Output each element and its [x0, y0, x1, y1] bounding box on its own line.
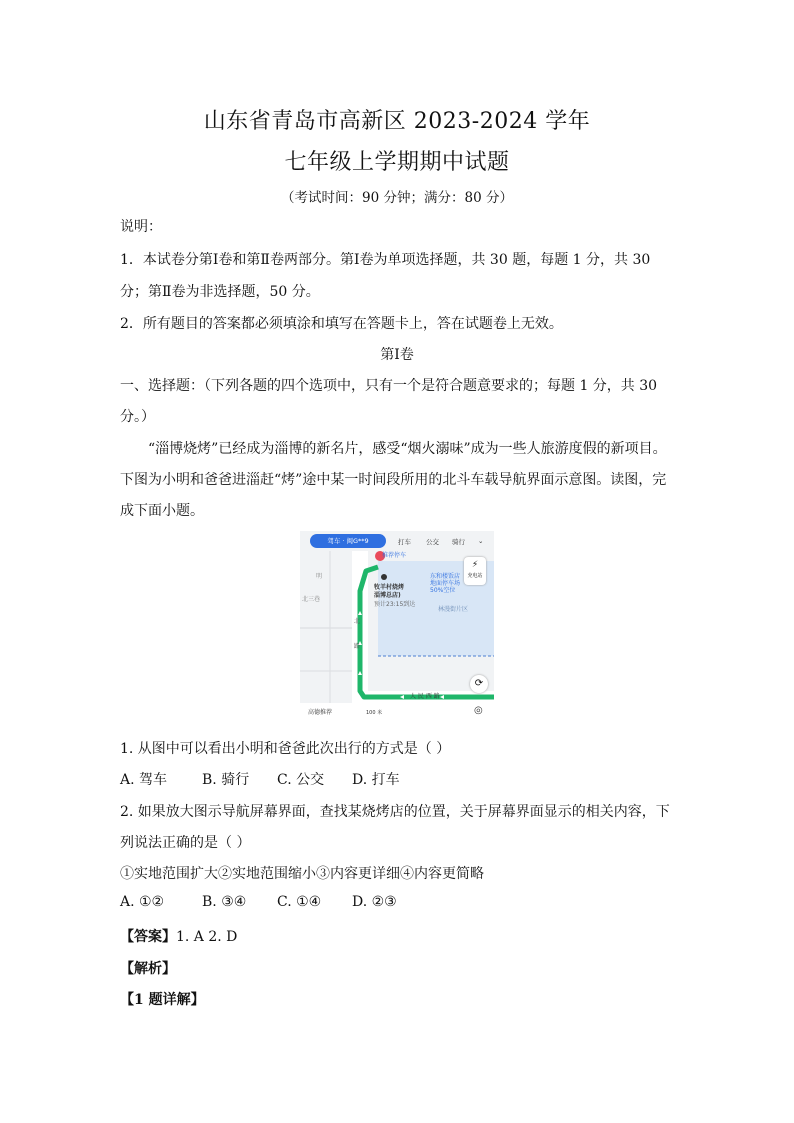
recommend-parking: 推荐停车 [382, 552, 407, 559]
exam-info: （考试时间：90 分钟；满分：80 分） [281, 190, 513, 206]
tab-bus[interactable]: 公交 [426, 538, 439, 546]
q2-stem-line2: 列说法正确的是（ ） [120, 835, 251, 851]
q1-option-c: C. 公交 [277, 772, 325, 788]
instruction-1-line1: 1．本试卷分第Ⅰ卷和第Ⅱ卷两部分。第Ⅰ卷为单项选择题，共 30 题，每题 1 分，共 30 [120, 252, 651, 268]
road-label-vertical: 路 [354, 643, 361, 650]
destination-name-line1: 牧羊村烧烤 [374, 584, 405, 591]
instruction-1-line2: 分；第Ⅱ卷为非选择题，50 分。 [120, 284, 320, 300]
section-title: 第Ⅰ卷 [380, 347, 414, 363]
q1-option-d: D. 打车 [352, 772, 400, 788]
passage-line3: 成下面小题。 [120, 503, 204, 519]
refresh-icon: ⟳ [474, 678, 484, 689]
passage-line1: “淄博烧烤”已经成为淄博的新名片，感受“烟火溺味”成为一些人旅游度假的新项目。 [148, 441, 667, 457]
chevron-down-icon[interactable]: ⌄ [478, 537, 484, 545]
parking-occupancy: 50%空位 [430, 587, 456, 594]
answer-label: 【答案】 [120, 929, 176, 945]
answer-line [120, 926, 680, 946]
q2-option-c: C. ①④ [277, 894, 322, 910]
q2-option-a: A. ①② [120, 894, 165, 910]
lightning-icon: ⚡ [471, 560, 479, 570]
left-place-label2: 北三巷 [302, 596, 321, 603]
charging-station-button[interactable] [464, 557, 486, 585]
q2-statements: ①实地范围扩大②实地范围缩小③内容更详细④内容更简略 [120, 866, 484, 882]
scale-label: 100 米 [366, 710, 383, 716]
destination-name-line2: 淄博总店) [374, 592, 401, 599]
q1-stem: 1. 从图中可以看出小明和爸爸此次出行的方式是（ ） [120, 741, 451, 757]
part-heading-line2: 分。） [120, 409, 155, 425]
instructions-heading: 说明： [120, 219, 162, 235]
road-label-left: 北 [354, 618, 361, 625]
tab-ride[interactable]: 骑行 [452, 538, 465, 546]
passage-line2: 下图为小明和爸爸进淄赶“烤”途中某一时间段所用的北斗车载导航界面示意图。读图，完 [120, 472, 667, 488]
q1-detail-label: 【1 题详解】 [120, 992, 205, 1008]
district-name: 林漫街片区 [438, 606, 469, 613]
title-line2: 七年级上学期期中试题 [284, 150, 510, 175]
q2-option-d: D. ②③ [352, 894, 397, 910]
left-place-label1: 明 [316, 573, 323, 580]
road-label-bottom: 人 民 西 路 [410, 693, 440, 700]
navigation-map [300, 531, 494, 719]
side-label: 充电站 [467, 573, 483, 579]
q1-option-b: B. 骑行 [202, 772, 250, 788]
q2-stem-line1: 2. 如果放大图示导航屏幕界面，查找某烧烤店的位置，关于屏幕界面显示的相关内容，下 [120, 804, 670, 820]
instruction-2: 2．所有题目的答案都必须填涂和填写在答题卡上，答在试题卷上无效。 [120, 316, 563, 332]
q2-options [120, 894, 680, 910]
eta: 预计23:15到达 [374, 601, 416, 608]
parking-name-line2: 地面停车场 [430, 580, 461, 587]
q1-option-a: A. 驾车 [120, 772, 168, 788]
parking-name-line1: 东和楼饭店 [430, 573, 461, 580]
gaode-recommend[interactable]: 高德推荐 [308, 709, 333, 716]
part-heading-line1: 一、选择题：（下列各题的四个选项中，只有一个是符合题意要求的；每题 1 分，共 30 [120, 378, 658, 394]
q2-option-b: B. ③④ [202, 894, 247, 910]
answer-value: 1. A 2. D [176, 929, 238, 945]
q1-options [120, 769, 680, 789]
destination-point [381, 574, 387, 580]
mode-selector-drive[interactable]: 驾车 · 闽G**9 [310, 534, 386, 548]
title-line1: 山东省青岛市高新区 2023-2024 学年 [203, 109, 591, 134]
analysis-label: 【解析】 [120, 961, 176, 977]
refresh-button[interactable] [470, 675, 488, 693]
locate-icon[interactable]: ◎ [474, 705, 483, 716]
map-bottom-bar [300, 703, 494, 719]
tab-taxi[interactable]: 打车 [398, 538, 411, 546]
